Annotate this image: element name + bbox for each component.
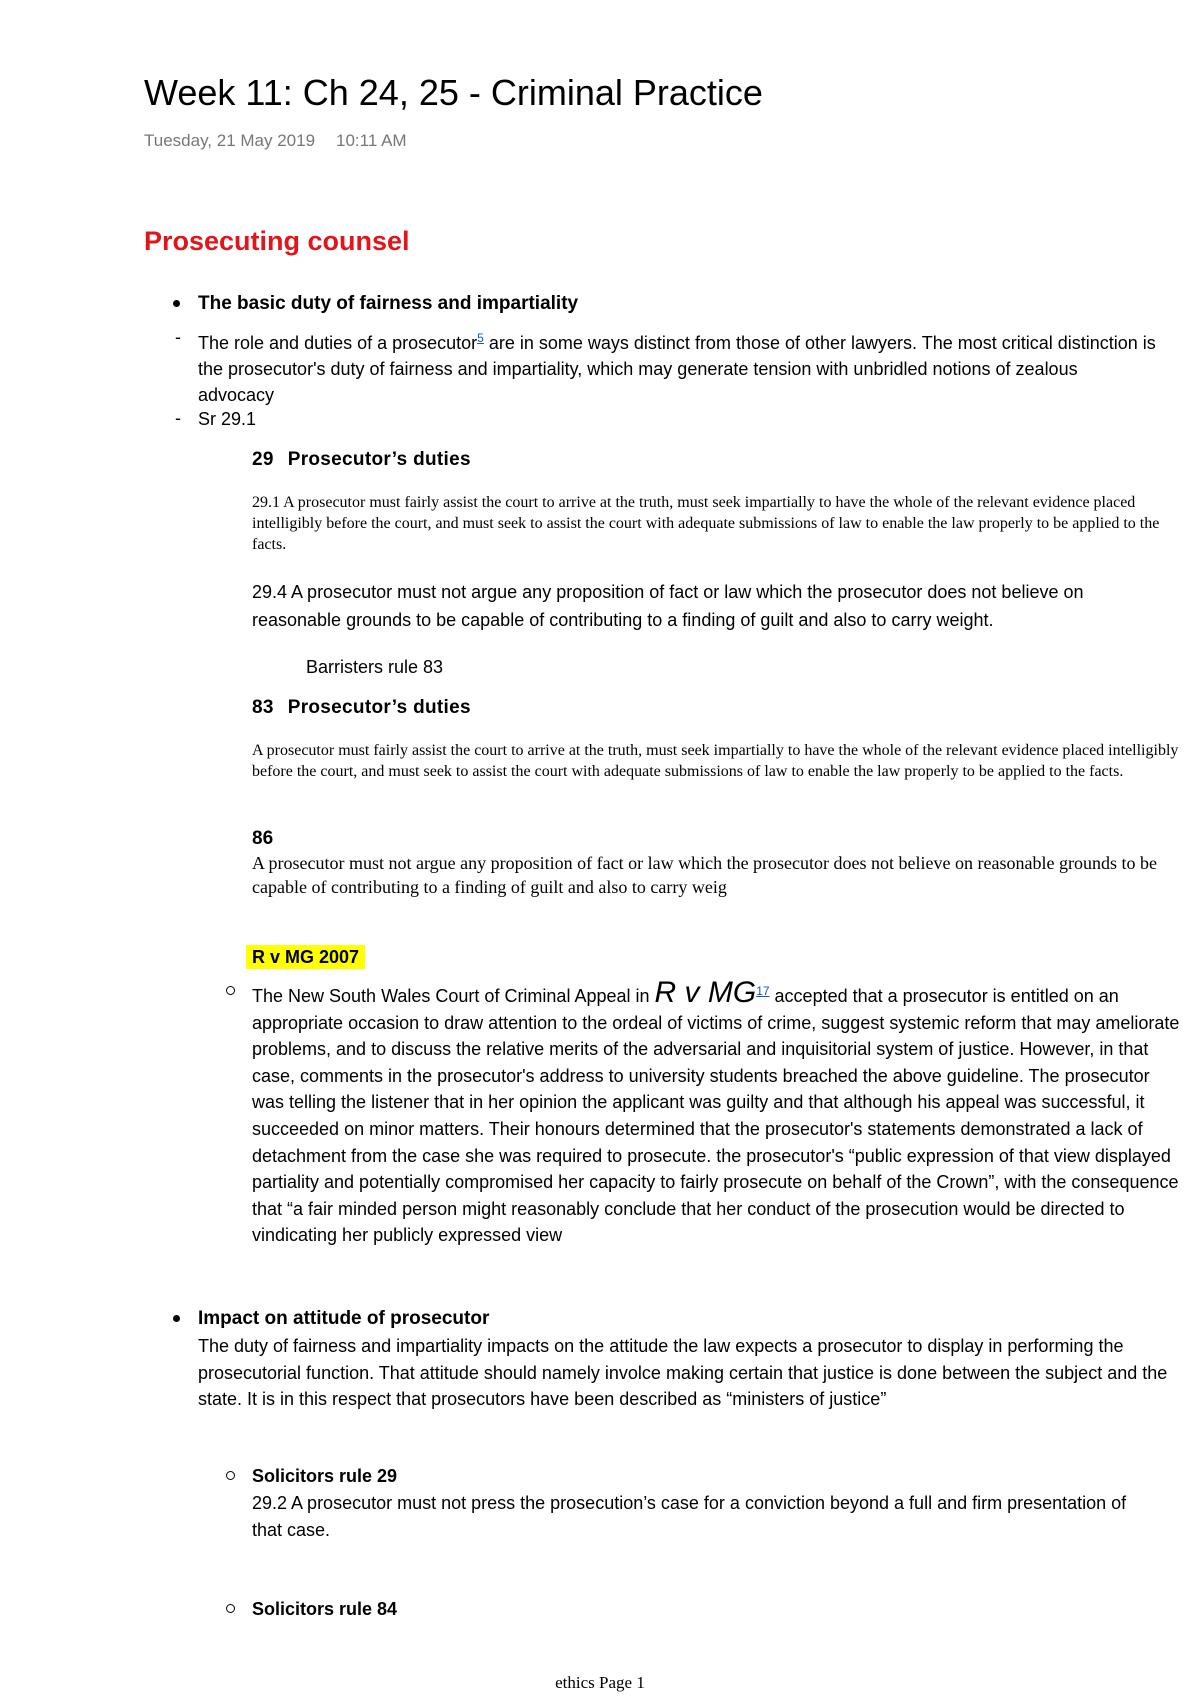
duty-paragraph: The role and duties of a prosecutor$^5$ are in some ways distinct from those of other lawyers. The most critical distinction is the prosecutor's duty of fairness and impartiality, which may generate tension with unbridled notions of zealous advocacy: [198, 331, 1156, 405]
rule-83-heading: 83 Prosecutor’s duties: [252, 697, 471, 718]
page-title: Week 11: Ch 24, 25 - Criminal Practice: [144, 72, 763, 113]
footnote-link-5[interactable]: 5: [477, 331, 484, 345]
rule-29-1-text: 29.1 A prosecutor must fairly assist the court to arrive at the truth, must seek impartially to have the whole of the relevant evidence placed intelligibly before the court, and must seek to assist the court with adequate submissions of law to enable the law properly to be applied to the facts.: [252, 494, 1160, 553]
case-highlight-label: R v MG 2007: [246, 944, 365, 970]
bullet-dot-icon: [173, 300, 180, 307]
impact-heading: Impact on attitude of prosecutor: [198, 1308, 490, 1329]
bullet-circle-icon: [226, 986, 235, 995]
rule-86-text: A prosecutor must not argue any proposition of fact or law which the prosecutor does not believe on reasonable grounds to be capable of contributing to a finding of guilt and also to carry weig: [252, 853, 1157, 897]
rule-83-text: A prosecutor must fairly assist the court to arrive at the truth, must seek impartially to have the whole of the relevant evidence placed intelligibly before the court, and must seek to assist the court with adequate submissions of law to enable the law properly to be applied to the facts.: [252, 742, 1179, 780]
bullet-dot-icon: [173, 1315, 180, 1322]
sr-reference: Sr 29.1: [198, 409, 257, 429]
bullet-circle-icon: [226, 1471, 235, 1480]
rule-86-number: 86: [252, 828, 274, 849]
duty-heading: The basic duty of fairness and impartiality: [198, 293, 579, 314]
section-heading: Prosecuting counsel: [144, 226, 410, 256]
barristers-rule-label: Barristers rule 83: [306, 657, 444, 677]
dash-marker: -: [175, 327, 181, 347]
dash-marker: -: [175, 408, 181, 428]
solicitors-29-heading: Solicitors rule 29: [252, 1466, 398, 1486]
impact-paragraph: The duty of fairness and impartiality impacts on the attitude the law expects a prosecutor to display in performing the prosecutorial function. That attitude should namely involce making certain that justice is done between the subject and the state. It is in this respect that prosecutors have been described as “ministers of justice”: [198, 1336, 1168, 1410]
footnote-link-17[interactable]: 17: [756, 984, 770, 998]
solicitors-29-text: 29.2 A prosecutor must not press the prosecution’s case for a conviction beyond a full and firm presentation of that case.: [252, 1493, 1127, 1540]
rule-29-heading: 29 Prosecutor’s duties: [252, 449, 471, 470]
page-date: Tuesday, 21 May 2019: [144, 131, 316, 150]
page-time: 10:11 AM: [336, 131, 407, 150]
bullet-circle-icon: [226, 1604, 235, 1613]
page-footer: ethics Page 1: [555, 1673, 645, 1692]
rule-29-4-text: 29.4 A prosecutor must not argue any proposition of fact or law which the prosecutor does not believe on reasonable grounds to be capable of contributing to a finding of guilt and also to carry weight.: [252, 582, 1084, 630]
solicitors-84-heading: Solicitors rule 84: [252, 1599, 398, 1619]
case-paragraph: The New South Wales Court of Criminal Appeal in R v MG$^{17}$ accepted that a prosecutor is entitled on an appropriate occasion to draw attention to the ordeal of victims of crime, suggest systemic reform that may ameliorate problems, and to discuss the relative merits of the adversarial and inquisitorial system of justice. However, in that case, comments in the prosecutor's address to university students breached the above guideline. The prosecutor was telling the listener that in her opinion the applicant was guilty and that although his appeal was successful, it succeeded on minor matters. Their honours determined that the prosecutor's statements demonstrated a lack of detachment from the case she was required to prosecute. the prosecutor's “public expression of that view displayed partiality and potentially compromised her capacity to fairly prosecute on behalf of the Crown”, with the consequence that “a fair minded person might reasonably conclude that her conduct of the prosecution would be directed to vindicating her publicly expressed view: [252, 976, 1180, 1246]
